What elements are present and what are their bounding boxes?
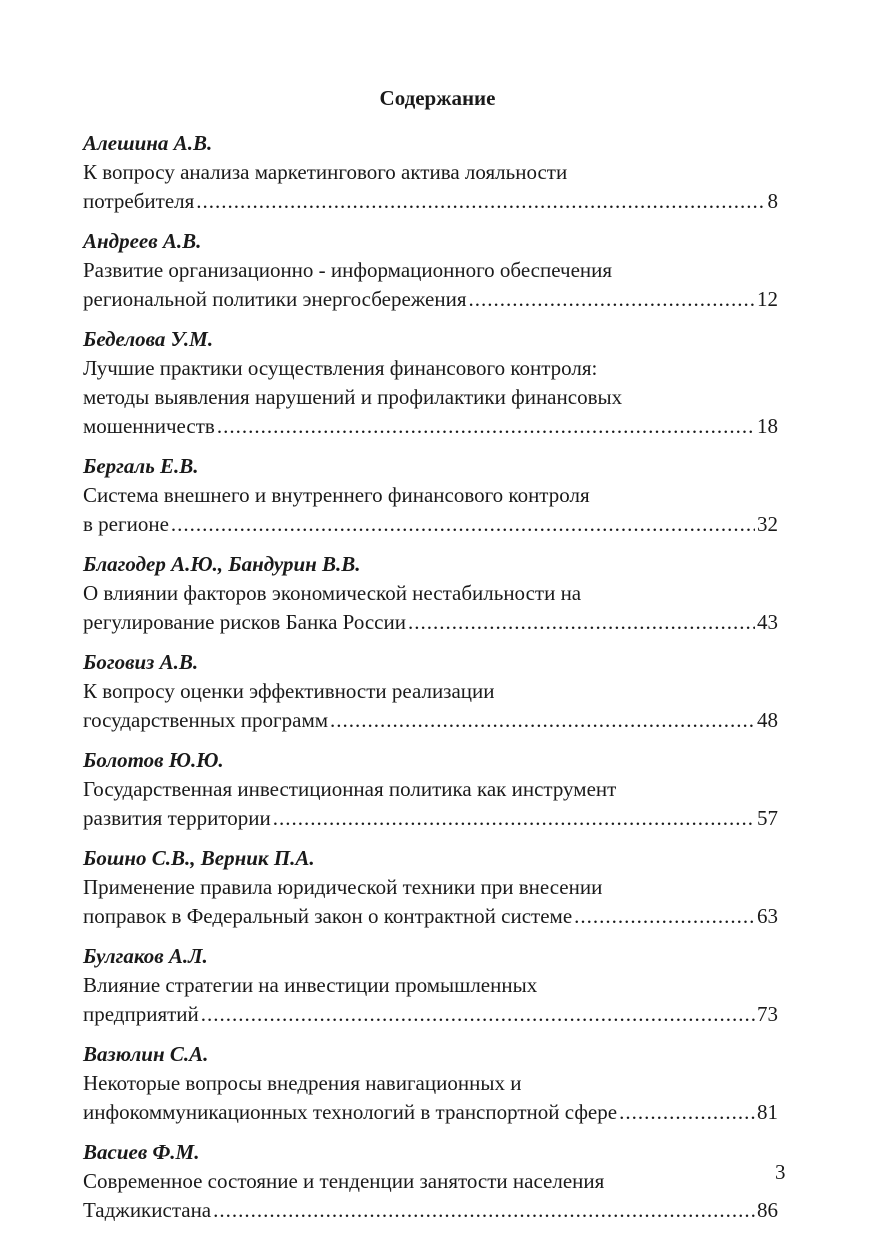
toc-entry-title-line: Лучшие практики осуществления финансового контроля: [83, 356, 598, 380]
toc-entry-title-line: Влияние стратегии на инвестиции промышленных [83, 973, 538, 997]
page-number: 3 [775, 1160, 786, 1184]
toc-entry-page: 12 [757, 287, 778, 311]
toc-entry-title-line: Государственная инвестиционная политика как инструмент [83, 777, 617, 801]
toc-entry-author: Боговиз А.В. [83, 650, 199, 674]
toc-entry [83, 1138, 778, 1225]
toc-entry [83, 844, 778, 931]
toc-entry-last-line [83, 285, 778, 314]
toc-entry [83, 648, 778, 735]
toc-entry-title-line: Применение правила юридической техники при внесении [83, 875, 603, 899]
toc-entry-author: Благодер А.Ю., Бандурин В.В. [83, 552, 361, 576]
toc-entry-title-line: регулирование рисков Банка России [83, 610, 406, 634]
toc-entry-last-line [83, 1000, 778, 1029]
toc-entry-author: Вазюлин С.А. [83, 1042, 209, 1066]
toc-entry-author: Андреев А.В. [83, 229, 202, 253]
toc-entry-last-line [83, 187, 778, 216]
dot-leader [469, 285, 756, 314]
toc-entry-title-line: мошенничеств [83, 414, 215, 438]
toc-entry-page: 18 [757, 414, 778, 438]
toc-entry-page: 43 [757, 610, 778, 634]
toc-entry-last-line [83, 902, 778, 931]
toc-entry [83, 550, 778, 637]
toc-entry-title-line: государственных программ [83, 708, 329, 732]
toc-entry-page: 81 [757, 1100, 778, 1124]
toc-entry [83, 325, 778, 441]
toc-entry-last-line [83, 706, 778, 735]
toc-entry [83, 746, 778, 833]
dot-leader [171, 510, 755, 539]
toc-entry-title-line: поправок в Федеральный закон о контрактной системе [83, 904, 573, 928]
toc-entry-title-line: Система внешнего и внутреннего финансового контроля [83, 483, 590, 507]
toc-entry [83, 942, 778, 1029]
toc-entry-author: Болотов Ю.Ю. [83, 748, 224, 772]
toc-entry-title-line: предприятий [83, 1002, 199, 1026]
toc-entry-title-line: О влиянии факторов экономической нестабильности на [83, 581, 582, 605]
toc-entry-title-line: Таджикистана [83, 1198, 212, 1222]
toc-entry-author: Васиев Ф.М. [83, 1140, 200, 1164]
toc-entry-page: 63 [757, 904, 778, 928]
toc-entry [83, 1040, 778, 1127]
toc-entry-author: Бошно С.В., Верник П.А. [83, 846, 315, 870]
dot-leader [196, 187, 765, 216]
toc-entry-title-line: инфокоммуникационных технологий в транспортной сфере [83, 1100, 618, 1124]
toc-entry [83, 129, 778, 216]
toc-entry-title-line: развития территории [83, 806, 271, 830]
toc-entry [83, 227, 778, 314]
toc-entry-last-line [83, 1196, 778, 1225]
toc-entry-last-line [83, 804, 778, 833]
dot-leader [330, 706, 755, 735]
dot-leader [201, 1000, 755, 1029]
toc-entry-author: Бергаль Е.В. [83, 454, 199, 478]
page-title: Содержание [379, 86, 496, 110]
dot-leader [213, 1196, 755, 1225]
toc-entry-title-line: Развитие организационно - информационного обеспечения [83, 258, 613, 282]
dot-leader [273, 804, 755, 833]
toc-entry-title-line: методы выявления нарушений и профилактики финансовых [83, 385, 623, 409]
toc-entry-title-line: Современное состояние и тенденции занятости населения [83, 1169, 605, 1193]
dot-leader [574, 902, 755, 931]
toc-entry-title-line: Некоторые вопросы внедрения навигационных и [83, 1071, 522, 1095]
toc-entry-title-line: потребителя [83, 189, 195, 213]
dot-leader [217, 412, 755, 441]
toc-entry-title-line: в регионе [83, 512, 169, 536]
toc-entry-last-line [83, 412, 778, 441]
toc-entry-page: 32 [757, 512, 778, 536]
table-of-contents [83, 129, 778, 1236]
toc-entry-title-line: К вопросу анализа маркетингового актива лояльности [83, 160, 568, 184]
toc-entry-author: Алешина А.В. [83, 131, 213, 155]
toc-entry-page: 86 [757, 1198, 778, 1222]
toc-entry-last-line [83, 608, 778, 637]
toc-entry-page: 8 [767, 189, 778, 213]
dot-leader [619, 1098, 755, 1127]
toc-entry-author: Беделова У.М. [83, 327, 214, 351]
toc-entry-page: 57 [757, 806, 778, 830]
toc-entry-title-line: региональной политики энергосбережения [83, 287, 467, 311]
toc-entry-last-line [83, 1098, 778, 1127]
toc-entry-last-line [83, 510, 778, 539]
dot-leader [408, 608, 755, 637]
toc-entry-page: 73 [757, 1002, 778, 1026]
toc-entry [83, 452, 778, 539]
toc-entry-author: Булгаков А.Л. [83, 944, 208, 968]
toc-entry-page: 48 [757, 708, 778, 732]
toc-entry-title-line: К вопросу оценки эффективности реализации [83, 679, 495, 703]
